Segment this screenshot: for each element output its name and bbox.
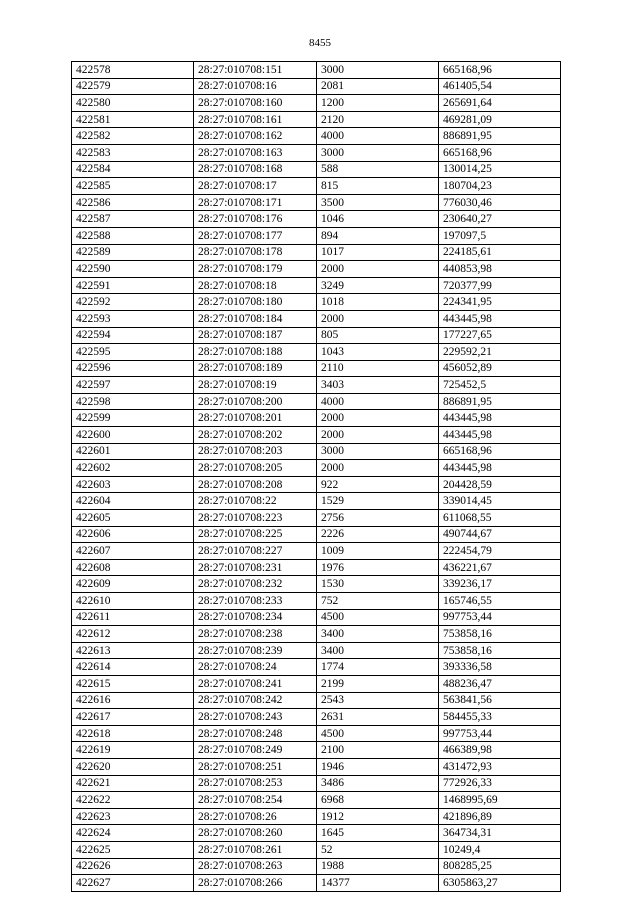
- record-number-cell: 422626: [72, 858, 194, 875]
- table-row: [72, 410, 561, 427]
- value-cell: 10249,4: [439, 841, 561, 858]
- value-cell: 665168,96: [439, 62, 561, 79]
- value-cell: 753858,16: [439, 626, 561, 643]
- cadastral-number-cell: 28:27:010708:205: [194, 460, 317, 477]
- cadastral-number-cell: 28:27:010708:266: [194, 875, 317, 892]
- cadastral-number-cell: 28:27:010708:176: [194, 211, 317, 228]
- record-number-cell: 422616: [72, 692, 194, 709]
- value-cell: 443445,98: [439, 310, 561, 327]
- record-number-cell: 422583: [72, 144, 194, 161]
- cadastral-number-cell: 28:27:010708:163: [194, 144, 317, 161]
- cadastral-number-cell: 28:27:010708:179: [194, 261, 317, 278]
- cadastral-number-cell: 28:27:010708:19: [194, 377, 317, 394]
- table-row: [72, 161, 561, 178]
- area-cell: 1912: [317, 808, 439, 825]
- table-row: [72, 792, 561, 809]
- table-row: [72, 825, 561, 842]
- value-cell: 393336,58: [439, 659, 561, 676]
- value-cell: 130014,25: [439, 161, 561, 178]
- table-row: [72, 194, 561, 211]
- value-cell: 443445,98: [439, 427, 561, 444]
- value-cell: 665168,96: [439, 443, 561, 460]
- cadastral-number-cell: 28:27:010708:189: [194, 360, 317, 377]
- record-number-cell: 422603: [72, 476, 194, 493]
- cadastral-number-cell: 28:27:010708:227: [194, 543, 317, 560]
- area-cell: 2756: [317, 510, 439, 527]
- cadastral-number-cell: 28:27:010708:168: [194, 161, 317, 178]
- cadastral-number-cell: 28:27:010708:238: [194, 626, 317, 643]
- table-row: [72, 178, 561, 195]
- table-row: [72, 742, 561, 759]
- record-number-cell: 422600: [72, 427, 194, 444]
- cadastral-number-cell: 28:27:010708:17: [194, 178, 317, 195]
- record-number-cell: 422595: [72, 344, 194, 361]
- value-cell: 222454,79: [439, 543, 561, 560]
- cadastral-number-cell: 28:27:010708:24: [194, 659, 317, 676]
- value-cell: 456052,89: [439, 360, 561, 377]
- cadastral-number-cell: 28:27:010708:261: [194, 841, 317, 858]
- record-number-cell: 422582: [72, 128, 194, 145]
- area-cell: 3400: [317, 626, 439, 643]
- area-cell: 2199: [317, 675, 439, 692]
- area-cell: 3000: [317, 443, 439, 460]
- area-cell: 1200: [317, 95, 439, 112]
- value-cell: 490744,67: [439, 526, 561, 543]
- record-number-cell: 422581: [72, 111, 194, 128]
- record-number-cell: 422599: [72, 410, 194, 427]
- value-cell: 1468995,69: [439, 792, 561, 809]
- table-row: [72, 841, 561, 858]
- table-row: [72, 310, 561, 327]
- area-cell: 2543: [317, 692, 439, 709]
- record-number-cell: 422587: [72, 211, 194, 228]
- cadastral-number-cell: 28:27:010708:184: [194, 310, 317, 327]
- area-cell: 1976: [317, 559, 439, 576]
- area-cell: 3400: [317, 642, 439, 659]
- value-cell: 224185,61: [439, 244, 561, 261]
- cadastral-number-cell: 28:27:010708:26: [194, 808, 317, 825]
- area-cell: 894: [317, 227, 439, 244]
- value-cell: 436221,67: [439, 559, 561, 576]
- area-cell: 815: [317, 178, 439, 195]
- cadastral-number-cell: 28:27:010708:239: [194, 642, 317, 659]
- cadastral-number-cell: 28:27:010708:160: [194, 95, 317, 112]
- table-row: [72, 78, 561, 95]
- area-cell: 4500: [317, 725, 439, 742]
- value-cell: 611068,55: [439, 510, 561, 527]
- cadastral-number-cell: 28:27:010708:200: [194, 393, 317, 410]
- area-cell: 2631: [317, 709, 439, 726]
- record-number-cell: 422617: [72, 709, 194, 726]
- cadastral-number-cell: 28:27:010708:242: [194, 692, 317, 709]
- value-cell: 431472,93: [439, 758, 561, 775]
- record-number-cell: 422590: [72, 261, 194, 278]
- record-number-cell: 422604: [72, 493, 194, 510]
- value-cell: 808285,25: [439, 858, 561, 875]
- table-row: [72, 211, 561, 228]
- record-number-cell: 422609: [72, 576, 194, 593]
- record-number-cell: 422618: [72, 725, 194, 742]
- area-cell: 2000: [317, 261, 439, 278]
- value-cell: 265691,64: [439, 95, 561, 112]
- record-number-cell: 422584: [72, 161, 194, 178]
- table-row: [72, 393, 561, 410]
- cadastral-number-cell: 28:27:010708:162: [194, 128, 317, 145]
- area-cell: 805: [317, 327, 439, 344]
- record-number-cell: 422580: [72, 95, 194, 112]
- value-cell: 364734,31: [439, 825, 561, 842]
- area-cell: 2000: [317, 460, 439, 477]
- cadastral-number-cell: 28:27:010708:187: [194, 327, 317, 344]
- value-cell: 753858,16: [439, 642, 561, 659]
- table-row: [72, 775, 561, 792]
- record-number-cell: 422611: [72, 609, 194, 626]
- cadastral-number-cell: 28:27:010708:253: [194, 775, 317, 792]
- table-row: [72, 327, 561, 344]
- table-row: [72, 294, 561, 311]
- area-cell: 2000: [317, 427, 439, 444]
- record-number-cell: 422601: [72, 443, 194, 460]
- cadastral-number-cell: 28:27:010708:234: [194, 609, 317, 626]
- record-number-cell: 422602: [72, 460, 194, 477]
- record-number-cell: 422597: [72, 377, 194, 394]
- cadastral-number-cell: 28:27:010708:263: [194, 858, 317, 875]
- cadastral-number-cell: 28:27:010708:203: [194, 443, 317, 460]
- value-cell: 776030,46: [439, 194, 561, 211]
- table-row: [72, 443, 561, 460]
- table-row: [72, 858, 561, 875]
- area-cell: 3000: [317, 62, 439, 79]
- area-cell: 1009: [317, 543, 439, 560]
- cadastral-number-cell: 28:27:010708:243: [194, 709, 317, 726]
- value-cell: 886891,95: [439, 393, 561, 410]
- area-cell: 2110: [317, 360, 439, 377]
- area-cell: 1018: [317, 294, 439, 311]
- table-row: [72, 144, 561, 161]
- table-row: [72, 344, 561, 361]
- record-number-cell: 422620: [72, 758, 194, 775]
- record-number-cell: 422596: [72, 360, 194, 377]
- area-cell: 2000: [317, 310, 439, 327]
- record-number-cell: 422605: [72, 510, 194, 527]
- cadastral-number-cell: 28:27:010708:232: [194, 576, 317, 593]
- value-cell: 229592,21: [439, 344, 561, 361]
- value-cell: 339014,45: [439, 493, 561, 510]
- record-number-cell: 422592: [72, 294, 194, 311]
- record-number-cell: 422623: [72, 808, 194, 825]
- value-cell: 997753,44: [439, 609, 561, 626]
- table-row: [72, 576, 561, 593]
- table-row: [72, 510, 561, 527]
- record-number-cell: 422608: [72, 559, 194, 576]
- table-row: [72, 543, 561, 560]
- table-row: [72, 476, 561, 493]
- value-cell: 443445,98: [439, 410, 561, 427]
- area-cell: 3486: [317, 775, 439, 792]
- area-cell: 1046: [317, 211, 439, 228]
- record-number-cell: 422586: [72, 194, 194, 211]
- table-row: [72, 692, 561, 709]
- record-number-cell: 422613: [72, 642, 194, 659]
- value-cell: 563841,56: [439, 692, 561, 709]
- table-row: [72, 526, 561, 543]
- table-row: [72, 377, 561, 394]
- record-number-cell: 422621: [72, 775, 194, 792]
- registry-table: [71, 61, 561, 892]
- value-cell: 440853,98: [439, 261, 561, 278]
- area-cell: 1529: [317, 493, 439, 510]
- cadastral-number-cell: 28:27:010708:231: [194, 559, 317, 576]
- table-row: [72, 277, 561, 294]
- area-cell: 1017: [317, 244, 439, 261]
- table-row: [72, 261, 561, 278]
- value-cell: 443445,98: [439, 460, 561, 477]
- area-cell: 1645: [317, 825, 439, 842]
- value-cell: 725452,5: [439, 377, 561, 394]
- page-number: 8455: [309, 37, 331, 49]
- value-cell: 997753,44: [439, 725, 561, 742]
- cadastral-number-cell: 28:27:010708:260: [194, 825, 317, 842]
- table-row: [72, 62, 561, 79]
- value-cell: 224341,95: [439, 294, 561, 311]
- value-cell: 466389,98: [439, 742, 561, 759]
- cadastral-number-cell: 28:27:010708:249: [194, 742, 317, 759]
- table-row: [72, 758, 561, 775]
- value-cell: 180704,23: [439, 178, 561, 195]
- area-cell: 14377: [317, 875, 439, 892]
- cadastral-number-cell: 28:27:010708:225: [194, 526, 317, 543]
- record-number-cell: 422610: [72, 593, 194, 610]
- area-cell: 922: [317, 476, 439, 493]
- area-cell: 4500: [317, 609, 439, 626]
- table-row: [72, 709, 561, 726]
- cadastral-number-cell: 28:27:010708:251: [194, 758, 317, 775]
- value-cell: 165746,55: [439, 593, 561, 610]
- area-cell: 752: [317, 593, 439, 610]
- area-cell: 1774: [317, 659, 439, 676]
- value-cell: 339236,17: [439, 576, 561, 593]
- table-row: [72, 808, 561, 825]
- record-number-cell: 422614: [72, 659, 194, 676]
- cadastral-number-cell: 28:27:010708:178: [194, 244, 317, 261]
- area-cell: 3500: [317, 194, 439, 211]
- table-row: [72, 609, 561, 626]
- table-row: [72, 460, 561, 477]
- cadastral-number-cell: 28:27:010708:248: [194, 725, 317, 742]
- table-row: [72, 626, 561, 643]
- record-number-cell: 422591: [72, 277, 194, 294]
- cadastral-number-cell: 28:27:010708:202: [194, 427, 317, 444]
- cadastral-number-cell: 28:27:010708:171: [194, 194, 317, 211]
- record-number-cell: 422589: [72, 244, 194, 261]
- cadastral-number-cell: 28:27:010708:16: [194, 78, 317, 95]
- area-cell: 2120: [317, 111, 439, 128]
- record-number-cell: 422606: [72, 526, 194, 543]
- record-number-cell: 422612: [72, 626, 194, 643]
- value-cell: 177227,65: [439, 327, 561, 344]
- cadastral-number-cell: 28:27:010708:180: [194, 294, 317, 311]
- registry-table-body: [72, 62, 561, 892]
- cadastral-number-cell: 28:27:010708:151: [194, 62, 317, 79]
- value-cell: 197097,5: [439, 227, 561, 244]
- cadastral-number-cell: 28:27:010708:208: [194, 476, 317, 493]
- cadastral-number-cell: 28:27:010708:254: [194, 792, 317, 809]
- cadastral-number-cell: 28:27:010708:188: [194, 344, 317, 361]
- cadastral-number-cell: 28:27:010708:223: [194, 510, 317, 527]
- record-number-cell: 422579: [72, 78, 194, 95]
- cadastral-number-cell: 28:27:010708:22: [194, 493, 317, 510]
- value-cell: 6305863,27: [439, 875, 561, 892]
- area-cell: 3249: [317, 277, 439, 294]
- value-cell: 886891,95: [439, 128, 561, 145]
- table-row: [72, 128, 561, 145]
- area-cell: 2100: [317, 742, 439, 759]
- cadastral-number-cell: 28:27:010708:241: [194, 675, 317, 692]
- table-row: [72, 111, 561, 128]
- area-cell: 4000: [317, 393, 439, 410]
- cadastral-number-cell: 28:27:010708:177: [194, 227, 317, 244]
- record-number-cell: 422607: [72, 543, 194, 560]
- area-cell: 1946: [317, 758, 439, 775]
- value-cell: 665168,96: [439, 144, 561, 161]
- cadastral-number-cell: 28:27:010708:161: [194, 111, 317, 128]
- record-number-cell: 422627: [72, 875, 194, 892]
- area-cell: 3403: [317, 377, 439, 394]
- record-number-cell: 422622: [72, 792, 194, 809]
- area-cell: 2081: [317, 78, 439, 95]
- area-cell: 1530: [317, 576, 439, 593]
- record-number-cell: 422578: [72, 62, 194, 79]
- value-cell: 204428,59: [439, 476, 561, 493]
- value-cell: 461405,54: [439, 78, 561, 95]
- area-cell: 588: [317, 161, 439, 178]
- cadastral-number-cell: 28:27:010708:201: [194, 410, 317, 427]
- table-row: [72, 95, 561, 112]
- table-row: [72, 675, 561, 692]
- value-cell: 488236,47: [439, 675, 561, 692]
- table-row: [72, 593, 561, 610]
- table-row: [72, 875, 561, 892]
- record-number-cell: 422625: [72, 841, 194, 858]
- cadastral-number-cell: 28:27:010708:18: [194, 277, 317, 294]
- area-cell: 2000: [317, 410, 439, 427]
- area-cell: 52: [317, 841, 439, 858]
- table-row: [72, 244, 561, 261]
- table-row: [72, 427, 561, 444]
- area-cell: 3000: [317, 144, 439, 161]
- record-number-cell: 422585: [72, 178, 194, 195]
- record-number-cell: 422588: [72, 227, 194, 244]
- value-cell: 584455,33: [439, 709, 561, 726]
- table-row: [72, 659, 561, 676]
- value-cell: 421896,89: [439, 808, 561, 825]
- table-row: [72, 360, 561, 377]
- area-cell: 6968: [317, 792, 439, 809]
- value-cell: 230640,27: [439, 211, 561, 228]
- area-cell: 2226: [317, 526, 439, 543]
- area-cell: 1043: [317, 344, 439, 361]
- record-number-cell: 422615: [72, 675, 194, 692]
- table-row: [72, 559, 561, 576]
- value-cell: 469281,09: [439, 111, 561, 128]
- record-number-cell: 422624: [72, 825, 194, 842]
- area-cell: 1988: [317, 858, 439, 875]
- cadastral-number-cell: 28:27:010708:233: [194, 593, 317, 610]
- table-row: [72, 642, 561, 659]
- table-row: [72, 493, 561, 510]
- record-number-cell: 422594: [72, 327, 194, 344]
- record-number-cell: 422598: [72, 393, 194, 410]
- record-number-cell: 422619: [72, 742, 194, 759]
- table-row: [72, 725, 561, 742]
- record-number-cell: 422593: [72, 310, 194, 327]
- area-cell: 4000: [317, 128, 439, 145]
- value-cell: 720377,99: [439, 277, 561, 294]
- value-cell: 772926,33: [439, 775, 561, 792]
- table-row: [72, 227, 561, 244]
